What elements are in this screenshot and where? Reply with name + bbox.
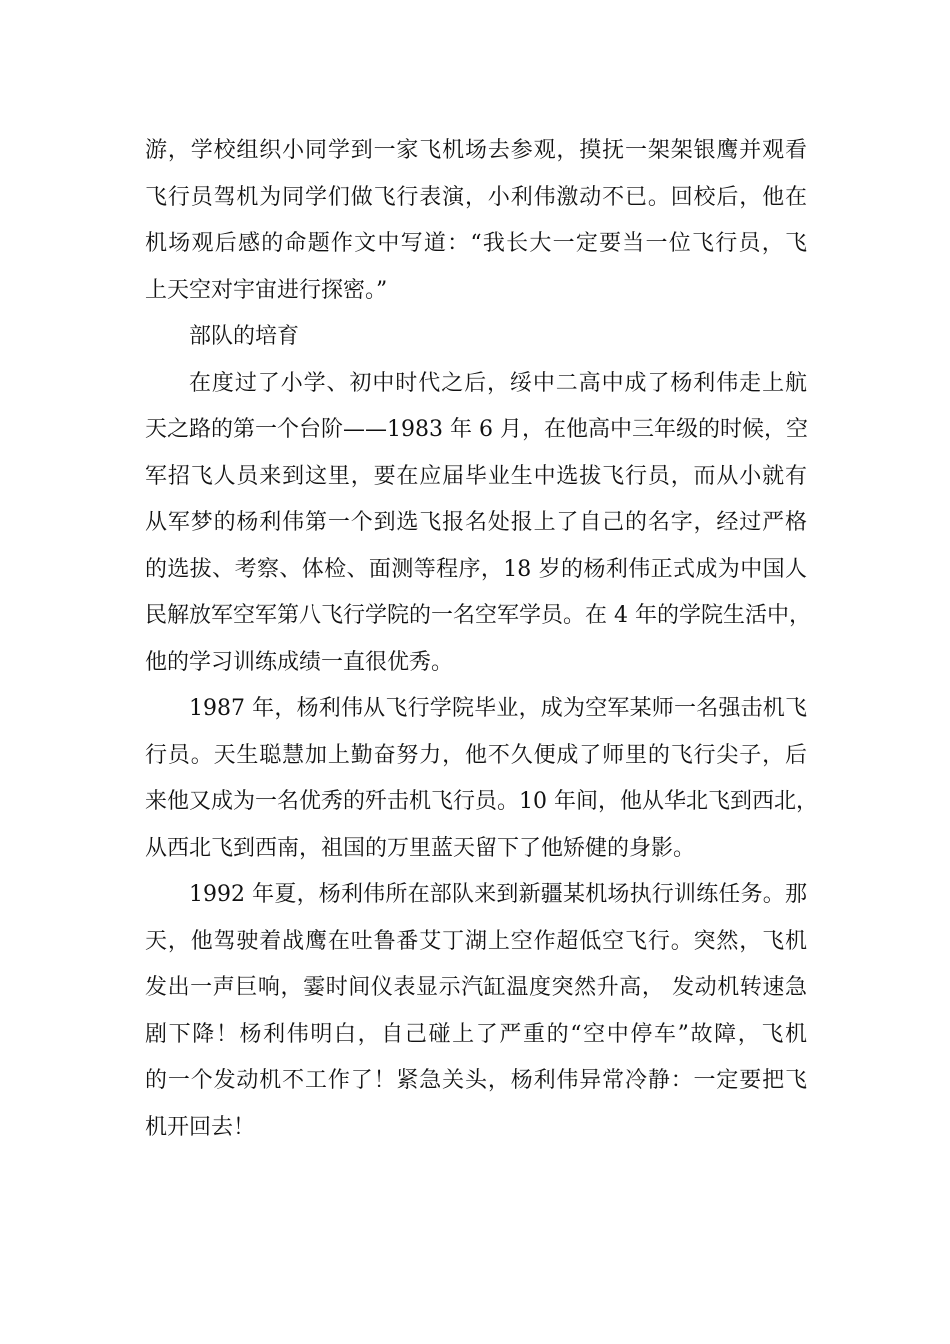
text-line: 机场观后感的命题作文中写道：“我长大一定要当一位飞行员，飞	[145, 231, 807, 256]
body-text	[145, 128, 818, 1151]
text-line: 在度过了小学、初中时代之后，绥中二高中成了杨利伟走上航	[189, 370, 807, 396]
text-line: 1992 年夏，杨利伟所在部队来到新疆某机场执行训练任务。那	[189, 882, 807, 907]
text-line: 的选拔、考察、体检、面测等程序，18 岁的杨利伟正式成为中国人	[145, 556, 807, 582]
text-line: 飞行员驾机为同学们做飞行表演，小利伟激动不已。回校后，他在	[145, 184, 807, 210]
text-line: 游，学校组织小同学到一家飞机场去参观，摸抚一架架银鹰并观看	[145, 138, 807, 163]
text-line: 从西北飞到西南，祖国的万里蓝天留下了他矫健的身影。	[145, 835, 696, 861]
section-heading: 部队的培育	[189, 324, 300, 349]
text-line: 上天空对宇宙进行探密。”	[145, 277, 388, 303]
text-line: 发出一声巨响，霎时间仪表显示汽缸温度突然升高， 发动机转速急	[145, 975, 807, 1000]
text-line: 从军梦的杨利伟第一个到选飞报名处报上了自己的名字，经过严格	[145, 510, 807, 535]
text-line: 剧下降！杨利伟明白，自己碰上了严重的“空中停车”故障，飞机	[145, 1021, 807, 1047]
text-line: 机开回去！	[145, 1114, 256, 1140]
text-line: 1987 年，杨利伟从飞行学院毕业，成为空军某师一名强击机飞	[189, 696, 807, 721]
text-line: 他的学习训练成绩一直很优秀。	[145, 649, 454, 675]
text-line: 的一个发动机不工作了！紧急关头，杨利伟异常冷静：一定要把飞	[145, 1068, 807, 1093]
text-line: 天，他驾驶着战鹰在吐鲁番艾丁湖上空作超低空飞行。突然，飞机	[145, 928, 807, 954]
text-line: 行员。天生聪慧加上勤奋努力，他不久便成了师里的飞行尖子，后	[145, 742, 807, 768]
text-line: 民解放军空军第八飞行学院的一名空军学员。在 4 年的学院生活中，	[145, 603, 811, 628]
text-line: 军招飞人员来到这里，要在应届毕业生中选拔飞行员，而从小就有	[145, 463, 807, 489]
text-line: 天之路的第一个台阶——1983 年 6 月，在他高中三年级的时候，空	[145, 417, 808, 442]
text-line: 来他又成为一名优秀的歼击机飞行员。10 年间，他从华北飞到西北，	[145, 789, 818, 814]
